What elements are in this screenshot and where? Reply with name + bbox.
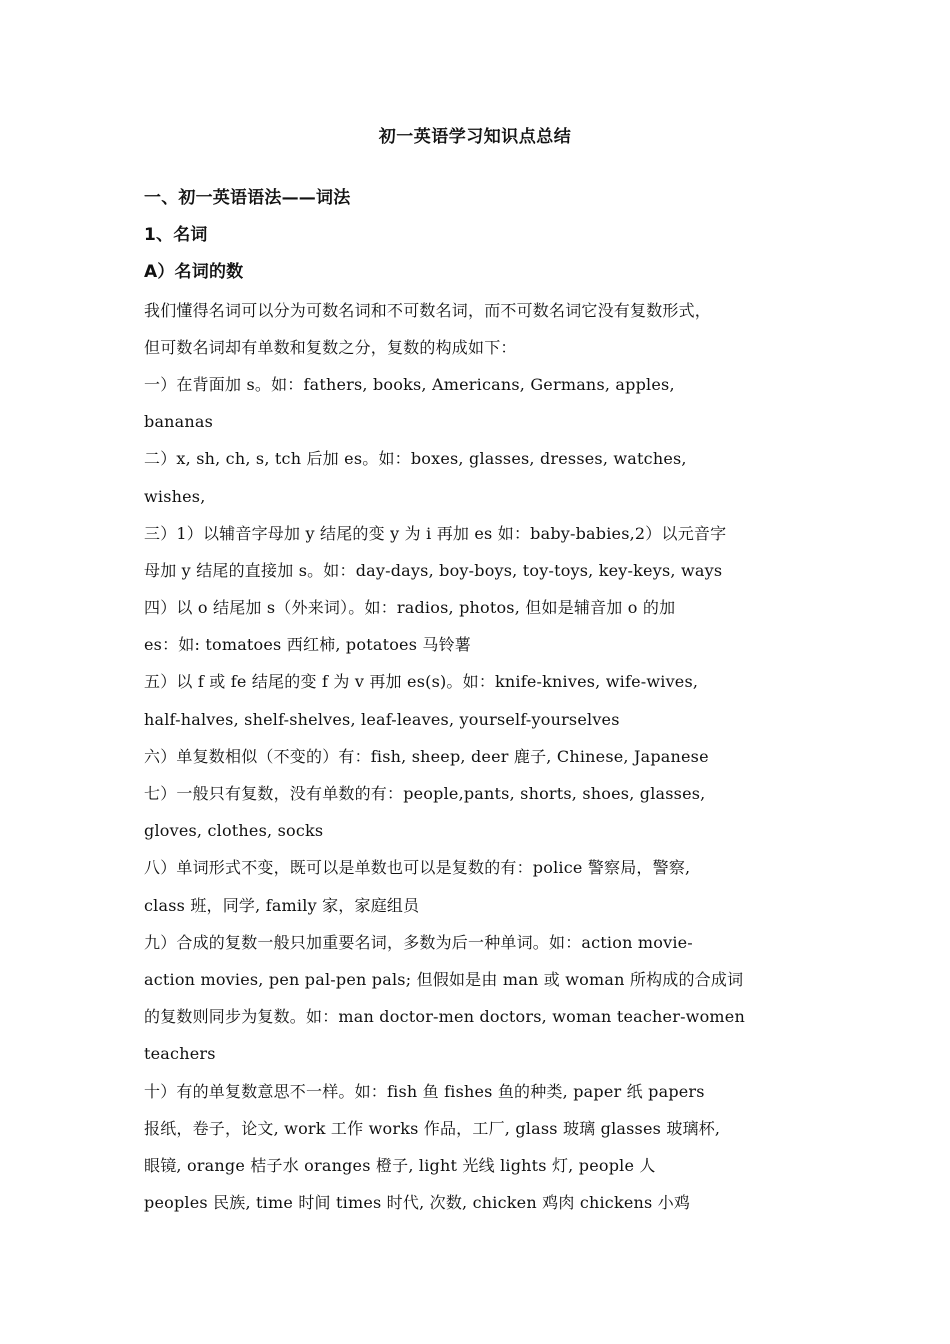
text-line: peoples 民族, time 时间 times 时代, 次数, chicken 鸡肉 chickens 小鸡 [144, 1193, 691, 1213]
text-line: teachers [144, 1044, 216, 1064]
text-line: es：如: tomatoes 西红柿, potatoes 马铃薯 [144, 635, 472, 655]
section-heading: 1、名词 [144, 225, 208, 246]
text-line: bananas [144, 412, 214, 432]
text-line: 六）单复数相似（不变的）有：fish, sheep, deer 鹿子, Chinese, Japanese [144, 746, 709, 766]
text-line: 五）以 f 或 fe 结尾的变 f 为 v 再加 es(s)。如：knife-knives, wife-wives, [144, 672, 699, 692]
text-line: 我们懂得名词可以分为可数名词和不可数名词，而不可数名词它没有复数形式， [144, 300, 712, 320]
text-line: class 班，同学, family 家，家庭组员 [144, 895, 420, 915]
text-line: 的复数则同步为复数。如：man doctor-men doctors, woman teacher-women [144, 1007, 745, 1027]
text-line: 眼镜, orange 桔子水 oranges 橙子, light 光线 lights 灯, people 人 [144, 1155, 656, 1175]
document-title: 初一英语学习知识点总结 [378, 127, 572, 147]
text-line: 二）x, sh, ch, s, tch 后加 es。如：boxes, glasses, dresses, watches, [144, 449, 687, 469]
document-body [144, 180, 824, 1221]
text-line: gloves, clothes, socks [144, 821, 324, 841]
section-heading: A）名词的数 [144, 262, 244, 283]
text-line: 四）以 o 结尾加 s（外来词）。如：radios, photos, 但如是辅音加 o 的加 [144, 598, 676, 618]
text-line: 一）在背面加 s。如：fathers, books, Americans, Germans, apples, [144, 374, 675, 394]
text-line: 报纸，卷子，论文, work 工作 works 作品，工厂, glass 玻璃 glasses 玻璃杯, [144, 1118, 721, 1138]
text-line: 八）单词形式不变，既可以是单数也可以是复数的有：police 警察局，警察, [144, 858, 691, 878]
text-line: 九）合成的复数一般只加重要名词，多数为后一种单词。如：action movie- [144, 932, 693, 952]
text-line: 但可数名词却有单数和复数之分，复数的构成如下： [144, 337, 517, 357]
text-line: 十）有的单复数意思不一样。如：fish 鱼 fishes 鱼的种类, paper 纸 papers [144, 1081, 705, 1101]
text-line: action movies, pen pal-pen pals; 但假如是由 man 或 woman 所构成的合成词 [144, 969, 744, 989]
text-line: 七）一般只有复数，没有单数的有：people,pants, shorts, shoes, glasses, [144, 784, 706, 803]
text-line: 母加 y 结尾的直接加 s。如：day-days, boy-boys, toy-toys, key-keys, ways [144, 560, 723, 580]
section-heading: 一、初一英语语法——词法 [144, 188, 351, 208]
text-line: half-halves, shelf-shelves, leaf-leaves, yourself-yourselves [144, 709, 620, 729]
text-line: 三）1）以辅音字母加 y 结尾的变 y 为 i 再加 es 如：baby-babies,2）以元音字 [144, 523, 727, 543]
text-line: wishes, [144, 486, 206, 506]
